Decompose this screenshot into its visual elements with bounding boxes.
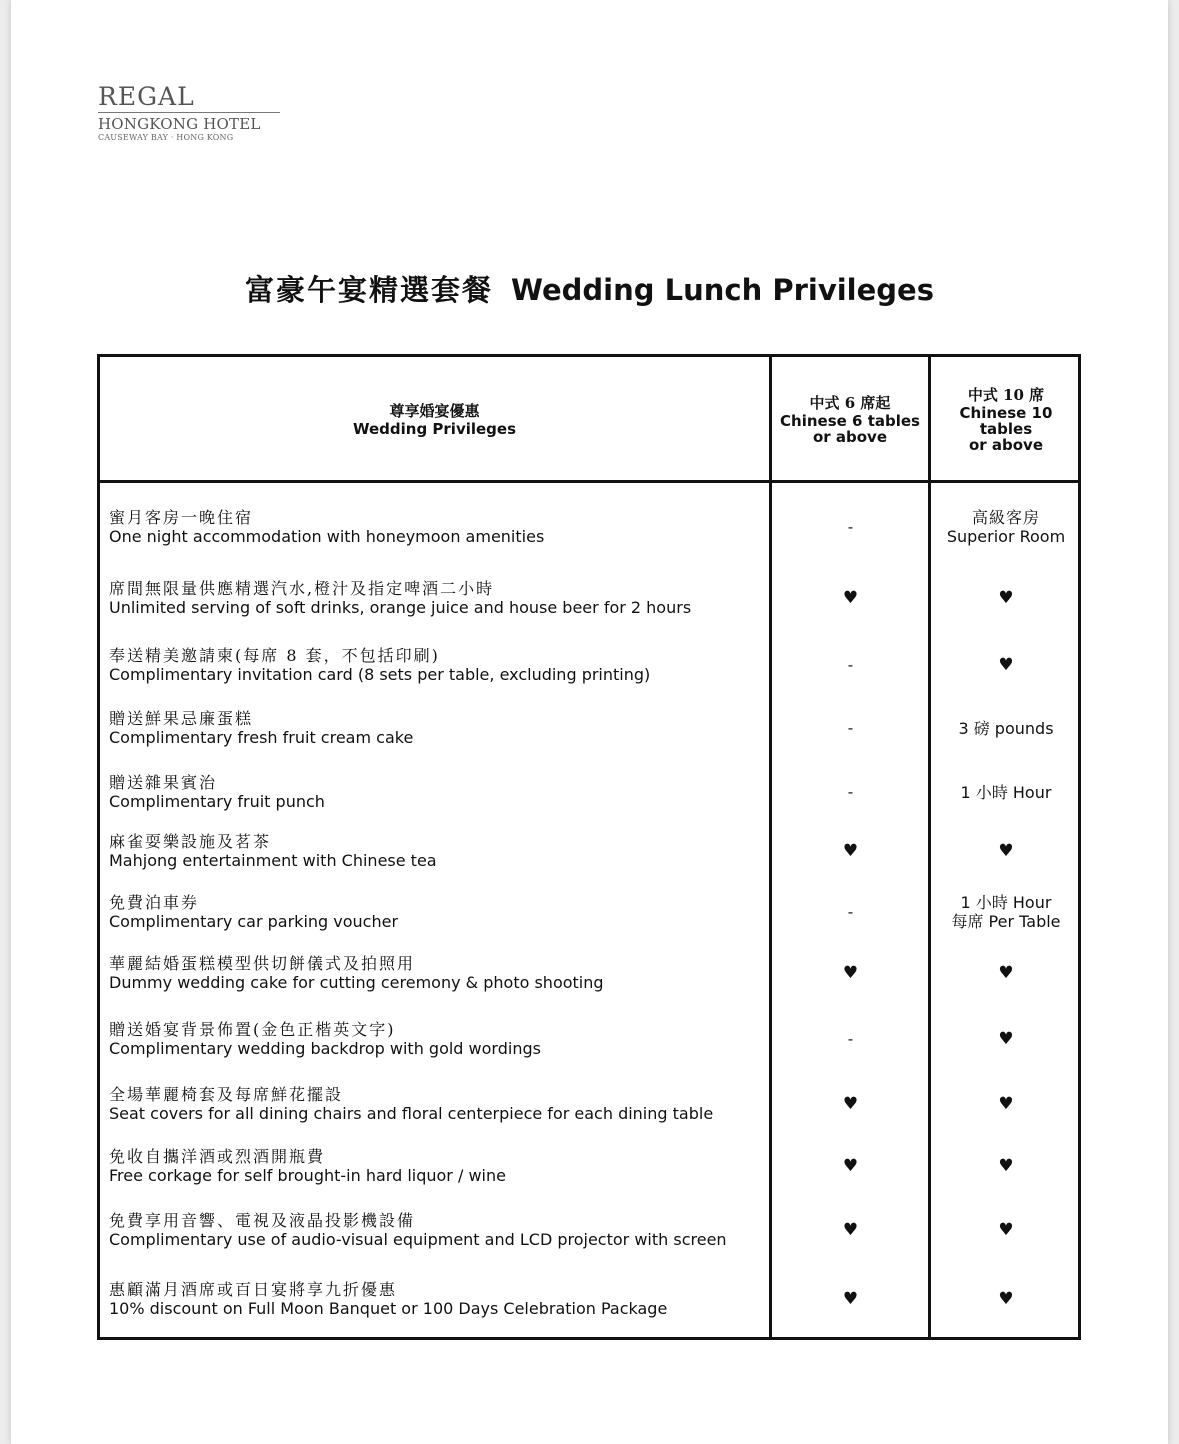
row-zh: 贈送雜果賓治 <box>109 773 218 792</box>
heart-icon: ♥ <box>842 1219 859 1240</box>
cell-value: 1 小時 Hour <box>960 893 1052 912</box>
heart-icon: ♥ <box>998 840 1014 861</box>
row-zh: 麻雀耍樂設施及茗茶 <box>109 832 272 851</box>
logo-brand: REGAL <box>98 82 195 111</box>
header-ten-tables-en1: Chinese 10 <box>959 403 1053 422</box>
hotel-logo <box>98 84 298 144</box>
cell-six-tables <box>772 1135 929 1197</box>
heart-icon: ♥ <box>842 587 859 608</box>
row-zh: 奉送精美邀請柬(每席 8 套，不包括印刷) <box>109 646 440 665</box>
cell-value: 高級客房 <box>971 508 1040 527</box>
header-six-tables-en1: Chinese 6 tables <box>780 411 920 430</box>
heart-icon: ♥ <box>842 1155 859 1176</box>
title-chinese: 富豪午宴精選套餐 <box>245 273 494 307</box>
cell-six-tables <box>772 1199 929 1261</box>
row-en: Mahjong entertainment with Chinese tea <box>109 851 437 870</box>
table-row <box>100 882 1078 942</box>
cell-ten-tables <box>931 1267 1081 1331</box>
header-privileges-zh: 尊享婚宴優惠 <box>389 401 480 420</box>
header-ten-tables-en2: tables <box>979 419 1033 438</box>
cell-six-tables <box>772 497 929 557</box>
heart-icon: ♥ <box>842 1288 859 1309</box>
row-description <box>109 761 325 823</box>
header-six-tables-zh: 中式 6 席起 <box>809 393 891 412</box>
heart-icon: ♥ <box>998 1028 1014 1049</box>
row-zh: 贈送鮮果忌廉蛋糕 <box>109 709 254 728</box>
heart-icon: ♥ <box>998 654 1014 675</box>
heart-icon: ♥ <box>842 840 859 861</box>
cell-ten-tables <box>931 882 1081 942</box>
heart-icon: ♥ <box>998 1155 1014 1176</box>
cell-six-tables <box>772 1267 929 1331</box>
table-row <box>100 567 1078 629</box>
cell-six-tables <box>772 697 929 759</box>
cell-six-tables <box>772 822 929 880</box>
row-zh: 華麗結婚蛋糕模型供切餅儀式及拍照用 <box>109 954 416 973</box>
cell-value: 1 小時 Hour <box>960 782 1052 802</box>
row-en: Complimentary invitation card (8 sets per table, excluding printing) <box>109 665 651 684</box>
header-privileges <box>100 357 769 480</box>
row-description <box>109 697 413 759</box>
table-row <box>100 634 1078 696</box>
cell-ten-tables <box>931 1073 1081 1135</box>
cell-value: - <box>847 1029 854 1048</box>
row-description <box>109 1267 667 1331</box>
cell-six-tables <box>772 567 929 629</box>
row-en: Free corkage for self brought-in hard liquor / wine <box>109 1166 506 1185</box>
row-description <box>109 1008 541 1070</box>
row-en: Unlimited serving of soft drinks, orange juice and house beer for 2 hours <box>109 598 692 617</box>
row-description <box>109 1135 506 1197</box>
cell-six-tables <box>772 634 929 696</box>
table-row <box>100 1267 1078 1331</box>
cell-six-tables <box>772 943 929 1003</box>
row-zh: 贈送婚宴背景佈置(金色正楷英文字) <box>109 1020 396 1039</box>
row-zh: 蜜月客房一晚住宿 <box>109 508 254 527</box>
row-description <box>109 1199 727 1261</box>
cell-ten-tables <box>931 634 1081 696</box>
logo-location: CAUSEWAY BAY · HONG KONG <box>98 133 234 142</box>
cell-six-tables <box>772 1073 929 1135</box>
row-en: Complimentary fresh fruit cream cake <box>109 728 414 747</box>
heart-icon: ♥ <box>998 1093 1014 1114</box>
row-en: Complimentary use of audio-visual equipment and LCD projector with screen <box>109 1230 727 1249</box>
row-en: Complimentary wedding backdrop with gold wordings <box>109 1039 541 1058</box>
table-row <box>100 761 1078 823</box>
cell-ten-tables <box>931 822 1081 880</box>
page-title <box>0 268 1179 309</box>
heart-icon: ♥ <box>998 587 1014 608</box>
cell-ten-tables <box>931 567 1081 629</box>
cell-ten-tables <box>931 1199 1081 1261</box>
row-description <box>109 567 691 629</box>
header-six-tables <box>772 357 928 480</box>
privileges-table <box>97 354 1081 1340</box>
cell-ten-tables <box>931 943 1081 1003</box>
row-zh: 席間無限量供應精選汽水,橙汁及指定啤酒二小時 <box>109 579 495 598</box>
cell-value: - <box>847 718 854 737</box>
logo-hotel-name: HONGKONG HOTEL <box>98 115 261 133</box>
cell-six-tables <box>772 761 929 823</box>
logo-divider <box>98 112 280 113</box>
cell-value-line2: Superior Room <box>946 527 1066 546</box>
row-en: 10% discount on Full Moon Banquet or 100 Days Celebration Package <box>109 1299 668 1318</box>
row-en: Complimentary fruit punch <box>109 792 325 811</box>
table-row <box>100 1199 1078 1261</box>
table-row <box>100 1073 1078 1135</box>
header-six-tables-en2: or above <box>812 427 888 446</box>
cell-value: - <box>847 517 854 536</box>
heart-icon: ♥ <box>998 1288 1014 1309</box>
header-privileges-en: Wedding Privileges <box>352 419 517 438</box>
header-ten-tables-en3: or above <box>968 435 1044 454</box>
row-description <box>109 822 437 880</box>
row-en: One night accommodation with honeymoon amenities <box>109 527 545 546</box>
row-description <box>109 882 398 942</box>
heart-icon: ♥ <box>998 962 1014 983</box>
table-row <box>100 1135 1078 1197</box>
row-zh: 免費享用音響、電視及液晶投影機設備 <box>109 1211 416 1230</box>
row-description <box>109 943 604 1003</box>
row-description <box>109 1073 713 1135</box>
table-row <box>100 1008 1078 1070</box>
cell-six-tables <box>772 1008 929 1070</box>
table-row <box>100 822 1078 880</box>
row-zh: 免費泊車券 <box>109 893 200 912</box>
row-en: Seat covers for all dining chairs and floral centerpiece for each dining table <box>109 1104 714 1123</box>
row-zh: 惠顧滿月酒席或百日宴將享九折優惠 <box>109 1280 398 1299</box>
cell-ten-tables <box>931 1135 1081 1197</box>
heart-icon: ♥ <box>842 1093 859 1114</box>
table-row <box>100 497 1078 557</box>
cell-value: - <box>847 782 854 801</box>
table-row <box>100 697 1078 759</box>
title-english: Wedding Lunch Privileges <box>511 273 934 307</box>
cell-value: - <box>847 655 854 674</box>
cell-ten-tables <box>931 497 1081 557</box>
row-description <box>109 634 650 696</box>
row-zh: 全場華麗椅套及每席鮮花擺設 <box>109 1085 344 1104</box>
header-divider <box>100 480 1078 483</box>
cell-ten-tables <box>931 1008 1081 1070</box>
row-description <box>109 497 544 557</box>
header-ten-tables-zh: 中式 10 席 <box>967 385 1045 404</box>
cell-ten-tables <box>931 697 1081 759</box>
row-en: Complimentary car parking voucher <box>109 912 399 931</box>
heart-icon: ♥ <box>842 962 859 983</box>
table-row <box>100 943 1078 1003</box>
row-en: Dummy wedding cake for cutting ceremony & photo shooting <box>109 973 604 992</box>
cell-value: - <box>847 902 854 921</box>
row-zh: 免收自攜洋酒或烈酒開瓶費 <box>109 1147 326 1166</box>
cell-six-tables <box>772 882 929 942</box>
header-ten-tables <box>931 357 1081 480</box>
cell-value-line2: 每席 Per Table <box>951 912 1061 931</box>
cell-value: 3 磅 pounds <box>958 718 1054 738</box>
heart-icon: ♥ <box>998 1219 1014 1240</box>
cell-ten-tables <box>931 761 1081 823</box>
